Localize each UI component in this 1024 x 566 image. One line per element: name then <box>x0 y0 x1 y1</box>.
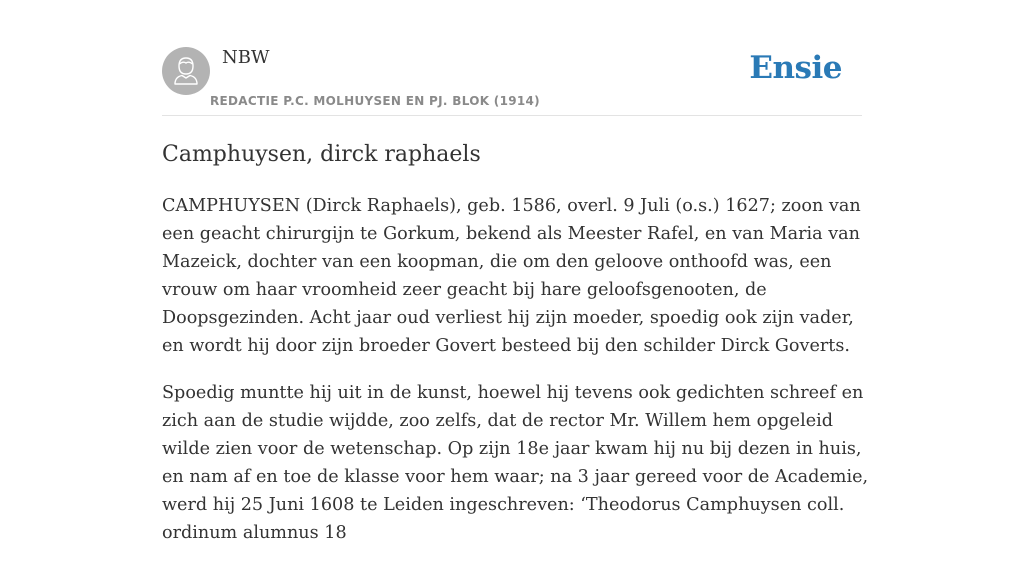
ensie-logo[interactable]: Ensie <box>749 50 842 86</box>
author-name[interactable]: NBW <box>222 47 270 68</box>
article-paragraph: CAMPHUYSEN (Dirck Raphaels), geb. 1586, overl. 9 Juli (o.s.) 1627; zoon van een geacht chirurgijn te Gorkum, bekend als Meester Rafel, en van Maria van Mazeick, dochter van een koopman, die om den geloove onthoofd was, een vrouw om haar vroomheid zeer geacht bij hare geloofsgenooten, de Doopsgezinden. Acht jaar oud verliest hij zijn moeder, spoedig ook zijn vader, en wordt hij door zijn broeder Govert besteed bij den schilder Dirck Goverts. <box>162 196 861 356</box>
article-paragraph: Spoedig muntte hij uit in de kunst, hoewel hij tevens ook gedichten schreef en zich aan de studie wijdde, zoo zelfs, dat de rector Mr. Willem hem opgeleid wilde zien voor de wetenschap. Op zijn 18e jaar kwam hij nu bij dezen in huis, en nam af en toe de klasse voor hem waar; na 3 jaar gereed voor de Academie, werd hij 25 Juni 1608 te Leiden ingeschreven: ‘Theodorus Camphuysen coll. ordinum alumnus 18 <box>162 383 869 543</box>
source-subtitle: REDACTIE P.C. MOLHUYSEN EN PJ. BLOK (1914) <box>210 94 540 108</box>
page-title: Camphuysen, dirck raphaels <box>162 142 481 167</box>
author-header <box>162 0 862 116</box>
article-body <box>162 192 874 566</box>
user-silhouette-icon <box>162 47 210 95</box>
author-avatar[interactable] <box>162 47 210 95</box>
